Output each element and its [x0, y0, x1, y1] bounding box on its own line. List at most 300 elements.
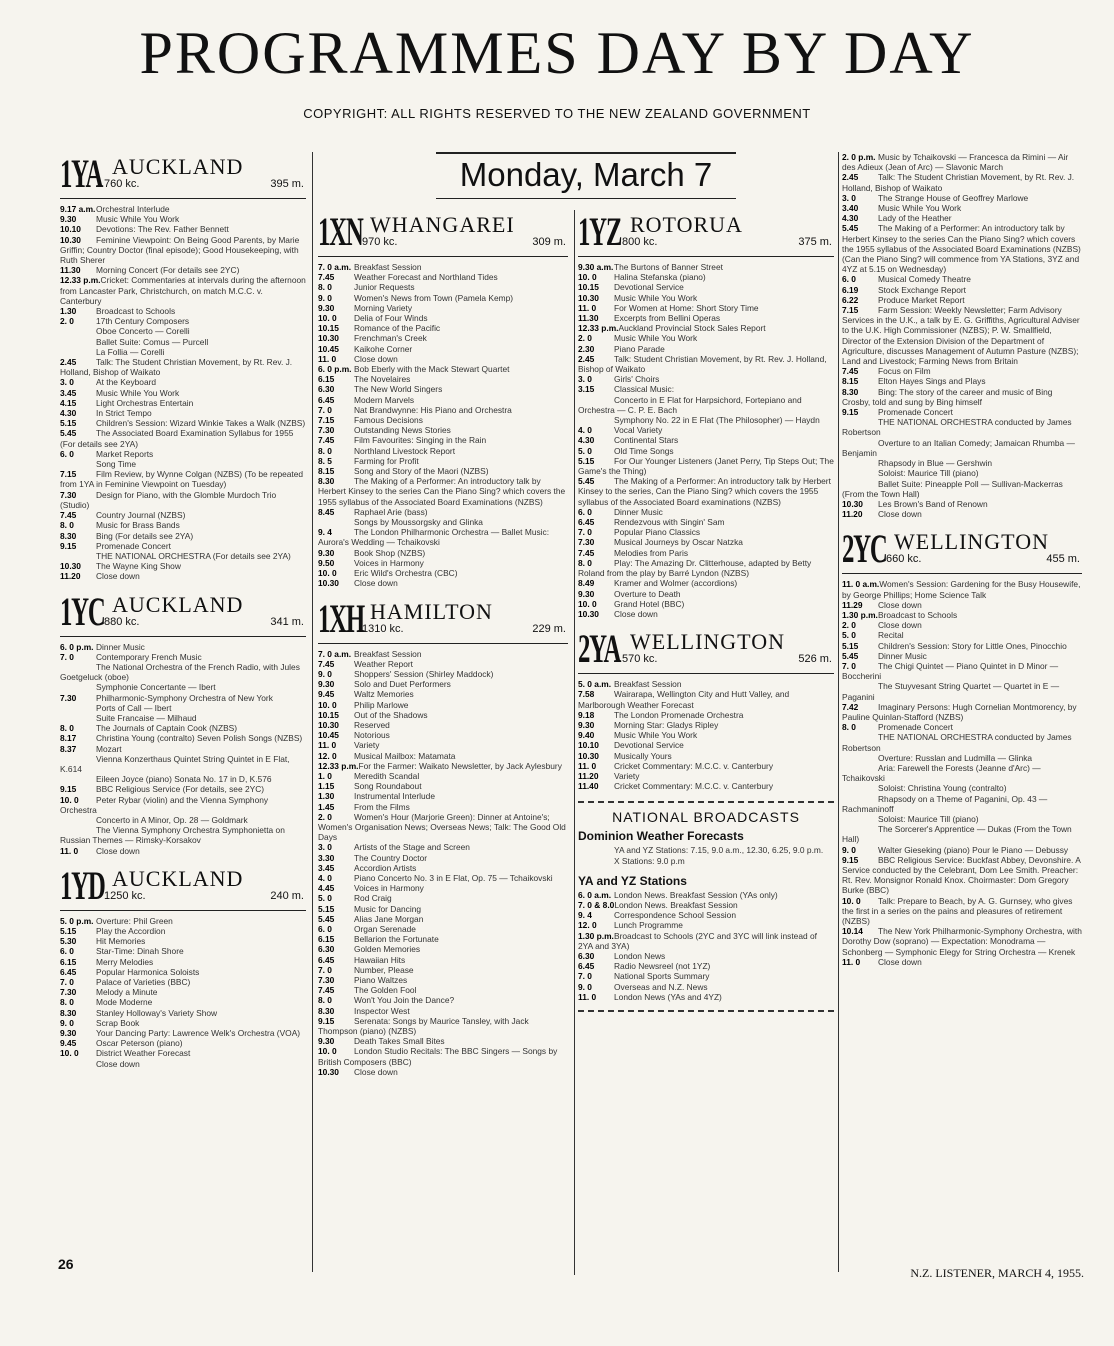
programme-title: Artists of the Stage and Screen — [354, 842, 470, 853]
programme-item — [60, 977, 306, 987]
programme-item — [60, 316, 306, 326]
programme-item — [842, 417, 1082, 437]
station-city: ROTORUA — [630, 212, 743, 237]
station-header-1yc — [60, 590, 306, 637]
programme-time: 10. 0 — [578, 272, 597, 283]
programme-title: Continental Stars — [614, 435, 679, 446]
programme-title: Musically Yours — [614, 750, 672, 761]
programme-time: 10.14 — [842, 926, 863, 937]
programme-title: Waltz Memories — [354, 689, 414, 700]
programme-item — [318, 303, 568, 313]
programme-time: 7.58 — [578, 689, 595, 700]
programme-title: The Journals of Captain Cook (NZBS) — [96, 723, 238, 734]
programme-time: 3.45 — [60, 387, 77, 398]
programme-item — [318, 1046, 568, 1066]
programme-title: Voices in Harmony — [354, 557, 424, 568]
programme-time: 11.20 — [842, 509, 863, 520]
station-header-1yd — [60, 864, 306, 911]
station-frequency: 800 kc. — [622, 236, 658, 248]
programme-title: Music by Tchaikovski — Francesca da Rimini — Air des Adieux (Jean of Arc) — Slavonic March — [842, 152, 1069, 173]
programme-item — [842, 763, 1082, 783]
programme-time: 4.45 — [318, 883, 335, 894]
programme-time: 11. 0 — [578, 302, 597, 313]
programme-time: 3.40 — [842, 203, 859, 214]
programme-title: The Strange House of Geoffrey Marlowe — [878, 192, 1029, 203]
programme-item — [842, 172, 1082, 192]
programme-item — [318, 761, 568, 771]
programme-title: Weather Forecast and Northland Tides — [354, 272, 498, 283]
programme-time: 6.15 — [318, 374, 335, 385]
programme-title: Feminine Viewpoint: On Being Good Parents, by Marie Griffin; Country Doctor (final episode); Good Housekeeping, with Ruth Sherer — [60, 234, 300, 266]
programme-item — [578, 507, 834, 517]
programme-item — [318, 853, 568, 863]
programme-item — [578, 415, 834, 425]
programme-time: 5.15 — [60, 925, 77, 936]
station-city: AUCKLAND — [112, 154, 244, 179]
programme-item — [578, 395, 834, 415]
programme-title: Breakfast Session — [354, 648, 422, 659]
programme-title: Farming for Profit — [354, 455, 419, 466]
programme-time: 5.15 — [60, 418, 77, 429]
programme-title: The New World Singers — [354, 384, 443, 395]
programme-time: 10.30 — [578, 750, 599, 761]
programme-title: Auckland Provincial Stock Sales Report — [618, 323, 766, 334]
programme-title: Women's Hour (Marjorie Green): Dinner at Antoine's; Women's Organisation News; Overseas News; Talk: The Good Old Days — [318, 811, 566, 843]
programme-title: Inspector West — [354, 1005, 410, 1016]
programme-time: 2.30 — [578, 343, 595, 354]
programme-title: From the Films — [354, 801, 410, 812]
programme-item — [578, 771, 834, 781]
programme-item — [60, 377, 306, 387]
programme-time: 12.33 p.m. — [60, 275, 101, 286]
programme-title: Imaginary Persons: Hugh Cornelian Montmorency, by Pauline Quinlan-Stafford (NZBS) — [842, 701, 1077, 722]
programme-item — [578, 344, 834, 354]
programme-item — [578, 992, 834, 1002]
programme-item — [842, 702, 1082, 722]
programme-time: 7. 0 — [578, 971, 592, 982]
programme-time: 2. 0 p.m. — [842, 152, 876, 162]
page-number: 26 — [58, 1256, 74, 1272]
programme-title: London Studio Recitals: The BBC Singers — Songs by British Composers (BBC) — [318, 1046, 558, 1067]
programme-item — [842, 600, 1082, 610]
programme-item — [318, 883, 568, 893]
programme-time: 2.45 — [60, 357, 77, 368]
station-city: HAMILTON — [370, 598, 493, 624]
programme-item — [60, 337, 306, 347]
programme-title: Wairarapa, Wellington City and Hutt Valley, and Marlborough Weather Forecast — [578, 689, 790, 710]
programme-time: 10.30 — [60, 561, 81, 572]
programme-title: Halina Stefanska (piano) — [614, 272, 706, 283]
programme-time: 9.30 — [318, 547, 335, 558]
programme-time: 7.30 — [578, 537, 595, 548]
programme-title: Children's Session: Wizard Winkie Takes a Walk (NZBS) — [96, 418, 306, 429]
programme-item — [60, 703, 306, 713]
programme-time: 7. 0 — [60, 651, 74, 662]
programme-item — [842, 223, 1082, 274]
programme-title: Promenade Concert — [878, 722, 953, 733]
programme-title: The National Orchestra of the French Radio, with Jules Goetgeluck (oboe) — [60, 661, 300, 683]
programme-time: 5.30 — [60, 936, 77, 947]
programme-time: 8. 0 — [578, 557, 592, 568]
programme-item — [60, 1048, 306, 1058]
programme-time: 6. 0 p.m. — [60, 641, 94, 652]
programme-title: London News — [614, 950, 666, 961]
programme-time: 9. 0 — [318, 292, 332, 303]
programme-title: Musical Mailbox: Matamata — [354, 750, 456, 761]
programme-item — [842, 499, 1082, 509]
programme-item — [318, 435, 568, 445]
programme-item — [318, 293, 568, 303]
programme-time: 9.30 — [578, 719, 595, 730]
programme-item — [578, 476, 834, 507]
programme-title: Overture to an Italian Comedy; Jamaican Rhumba — Benjamin — [842, 437, 1075, 458]
programme-title: Instrumental Interlude — [354, 791, 436, 802]
programme-item — [60, 926, 306, 936]
programme-title: THE NATIONAL ORCHESTRA conducted by James Robertson — [842, 732, 1072, 753]
programme-time: 11. 0 — [578, 991, 597, 1002]
programme-item — [578, 856, 834, 866]
programme-title: Close down — [96, 1058, 140, 1069]
programme-time: 8. 0 — [60, 520, 74, 531]
programme-time: 6. 0 a.m. — [578, 889, 612, 900]
programme-item — [578, 384, 834, 394]
programme-title: Mode Moderne — [96, 997, 153, 1008]
programme-time: 11. 0 a.m. — [842, 579, 880, 590]
programme-time: 6.30 — [318, 384, 335, 395]
programme-time: 8. 0 — [318, 995, 332, 1006]
programme-item — [60, 682, 306, 692]
programme-title: Accordion Artists — [354, 862, 417, 873]
programme-time: 9.30 a.m. — [578, 262, 614, 272]
programme-time: 10. 0 — [318, 313, 337, 324]
programme-time: 3. 0 — [578, 374, 592, 385]
programme-title: Ballet Suite: Pineapple Poll — Sullivan-Mackerras (From the Town Hall) — [842, 478, 1063, 499]
programme-title: YA and YZ Stations: 7.15, 9.0 a.m., 12.30, 6.25, 9.0 p.m. — [614, 845, 824, 856]
programme-title: London News. Breakfast Session (YAs only) — [614, 889, 778, 900]
programme-item — [578, 910, 834, 920]
programme-time: 11.40 — [578, 781, 599, 792]
programme-item — [318, 313, 568, 323]
programme-title: Cricket: Commentaries at intervals during the afternoon from Lancaster Park, Christchurch, on match M.C.C. v. Canterbury — [60, 275, 306, 306]
programme-time: 12. 0 — [578, 920, 597, 931]
programme-item — [578, 982, 834, 992]
programme-item — [578, 456, 834, 476]
programme-time: 8.30 — [842, 386, 859, 397]
programme-title: Talk: Prepare to Beach, by A. G. Gurnsey, who gives the first in a series on the pains and pleasures of retirement (NZBS) — [842, 895, 1073, 927]
programme-item — [578, 282, 834, 292]
programme-title: Vocal Variety — [614, 425, 663, 436]
programme-time: 10.30 — [578, 292, 599, 303]
programme-time: 10. 0 — [578, 598, 597, 609]
programme-item — [578, 951, 834, 961]
programme-item — [318, 720, 568, 730]
programme-title: Oscar Peterson (piano) — [96, 1038, 183, 1049]
programme-time: 11. 0 — [578, 760, 597, 771]
programme-item — [842, 479, 1082, 499]
weather-list — [578, 845, 834, 865]
programme-item — [578, 689, 834, 709]
station-city: AUCKLAND — [112, 865, 244, 891]
programme-title: Rod Craig — [354, 893, 392, 904]
programme-title: Broadcast to Schools — [96, 306, 176, 317]
programme-time: 12. 0 — [318, 750, 337, 761]
programme-time: 1.30 — [318, 791, 335, 802]
programme-time: 6.15 — [60, 956, 77, 967]
programme-time: 6. 0 — [318, 923, 332, 934]
programme-item — [842, 630, 1082, 640]
programme-time: 4.15 — [60, 397, 77, 408]
programme-time: 1.30 p.m. — [842, 609, 878, 620]
programme-time: 9.17 a.m. — [60, 204, 96, 214]
station-city: WHANGAREI — [370, 212, 515, 237]
programme-title: Contemporary French Music — [96, 651, 202, 662]
programme-time: 12.33 p.m. — [318, 760, 359, 771]
programme-title: Overture to Death — [614, 588, 681, 599]
programme-item — [578, 446, 834, 456]
programme-item — [842, 814, 1082, 824]
programme-item — [60, 774, 306, 784]
programme-title: The Novelaires — [354, 374, 411, 385]
programme-title: Dinner Music — [878, 650, 927, 661]
programme-time: 5. 0 p.m. — [60, 915, 94, 926]
programme-item — [318, 446, 568, 456]
programme-title: The Making of a Performer: An introductory talk by Herbert Kinsey to the series, Can the Piano Sing? which covers the 1955 syllabus of the Associated Board examinations (NZBS) — [578, 476, 831, 507]
programme-time: 11.20 — [578, 770, 599, 781]
programme-time: 8. 5 — [318, 455, 332, 466]
programme-title: Girls' Choirs — [614, 374, 660, 385]
programme-item — [842, 896, 1082, 927]
programme-title: Music While You Work — [96, 214, 180, 225]
programme-title: Elton Hayes Sings and Plays — [878, 376, 986, 387]
programme-item — [60, 784, 306, 794]
programme-item — [60, 459, 306, 469]
programme-title: Philip Marlowe — [354, 699, 409, 710]
station-wavelength: 455 m. — [1046, 553, 1080, 566]
programme-title: Delia of Four Winds — [354, 313, 428, 324]
programme-title: Talk: Student Christian Movement, by Rt. Rev. J. Holland, Bishop of Waikato — [578, 353, 827, 375]
programme-time: 8. 0 — [318, 445, 332, 456]
programme-item — [60, 795, 306, 815]
programme-item — [842, 152, 1082, 172]
programme-title: Lady of the Heather — [878, 213, 952, 224]
programme-title: Cricket Commentary: M.C.C. v. Canterbury — [614, 760, 774, 771]
programme-time: 5. 0 a.m. — [578, 679, 612, 690]
programme-item — [842, 468, 1082, 478]
programme-title: Morning Star: Gladys Ripley — [614, 719, 719, 730]
programme-title: Raphael Arie (bass) — [354, 506, 428, 517]
programme-title: Bing (For details see 2YA) — [96, 530, 194, 541]
programme-title: Classical Music: — [614, 384, 675, 395]
programme-item — [578, 710, 834, 720]
programme-item — [318, 965, 568, 975]
programme-title: Film Review, by Wynne Colgan (NZBS) (To be repeated from 1YA in Feminine Viewpoint on Tuesday) — [60, 469, 304, 490]
programme-list-2yc — [842, 579, 1082, 967]
programme-title: The Sorcerer's Apprentice — Dukas (From the Town Hall) — [842, 824, 1072, 845]
programme-title: Concerto in E Flat for Harpsichord, Fortepiano and Orchestra — C. P. E. Bach — [578, 394, 802, 415]
programme-item — [318, 1006, 568, 1016]
programme-item — [842, 407, 1082, 417]
programme-title: Orchestral Interlude — [96, 204, 170, 214]
programme-item — [578, 548, 834, 558]
programme-time: 7.42 — [842, 701, 859, 712]
programme-time: 5. 0 — [578, 445, 592, 456]
programme-item — [60, 846, 306, 856]
programme-time: 9.50 — [318, 557, 335, 568]
programme-title: Death Takes Small Bites — [354, 1036, 445, 1047]
programme-item — [318, 405, 568, 415]
programme-time: 11. 0 — [842, 956, 861, 967]
programme-title: The London Promenade Orchestra — [614, 709, 744, 720]
programme-item — [842, 366, 1082, 376]
programme-title: Palace of Varieties (BBC) — [96, 977, 191, 987]
programme-title: Dinner Music — [96, 641, 145, 652]
column-1 — [60, 152, 306, 1077]
programme-title: Notorious — [354, 730, 390, 741]
programme-title: Les Brown's Band of Renown — [878, 498, 988, 509]
station-frequency: 660 kc. — [886, 553, 922, 566]
programme-title: London News. Breakfast Session — [614, 899, 738, 910]
programme-title: BBC Religious Service: Buckfast Abbey, Devonshire. A Service conducted by the Celebrant, Dom Lee Smith. Preacher: Rt. Rev. Monsignor Ronald Knox. Choirmaster: Dom Gregory Burke (BBC) — [842, 854, 1081, 896]
programme-item — [60, 357, 306, 377]
programme-list-1yc — [60, 642, 306, 856]
programme-item — [318, 384, 568, 394]
programme-item — [60, 1028, 306, 1038]
programme-title: Alias Jane Morgan — [354, 913, 424, 924]
programme-title: Solo and Duet Performers — [354, 679, 451, 690]
programme-item — [578, 730, 834, 740]
programme-title: Music While You Work — [96, 387, 180, 398]
station-frequency: 1250 kc. — [104, 889, 146, 902]
programme-time: 1. 0 — [318, 770, 332, 781]
programme-time: 5.15 — [842, 640, 859, 651]
programme-title: Morning Concert (For details see 2YC) — [96, 265, 240, 276]
programme-time: 10.30 — [578, 608, 599, 619]
programme-time: 6.30 — [318, 944, 335, 955]
programme-title: Close down — [614, 608, 658, 619]
programme-item — [318, 975, 568, 985]
programme-title: Focus on Film — [878, 366, 931, 377]
station-header-1ya — [60, 152, 306, 199]
column-divider — [838, 152, 839, 1272]
programme-item — [318, 802, 568, 812]
programme-title: Women's News from Town (Pamela Kemp) — [354, 292, 514, 303]
programme-time: 7. 0 — [318, 404, 332, 415]
programme-list-1xn — [318, 262, 568, 589]
programme-time: 10. 0 — [318, 1046, 337, 1057]
programme-title: Star-Time: Dinah Shore — [96, 946, 184, 957]
programme-title: Golden Memories — [354, 944, 421, 955]
station-frequency: 1310 kc. — [362, 622, 404, 635]
station-wavelength: 395 m. — [270, 178, 304, 190]
programme-time: 10.10 — [60, 224, 81, 235]
programme-time: 5.45 — [842, 223, 859, 234]
programme-item — [842, 193, 1082, 203]
programme-item — [318, 1036, 568, 1046]
programme-title: Symphony No. 22 in E Flat (The Philosopher) — Haydn — [614, 415, 820, 426]
national-broadcasts — [578, 801, 834, 1012]
programme-title: Stanley Holloway's Variety Show — [96, 1007, 218, 1018]
programme-time: 5.45 — [578, 476, 595, 487]
programme-time: 9.40 — [578, 730, 595, 741]
programme-time: 9. 0 — [842, 844, 856, 855]
programme-item — [60, 693, 306, 703]
programme-item — [318, 649, 568, 659]
programme-time: 2. 0 — [318, 811, 332, 822]
programme-item — [318, 995, 568, 1005]
programme-item — [578, 900, 834, 910]
programme-item — [842, 722, 1082, 732]
station-code: 2YA — [578, 626, 621, 672]
programme-item — [60, 946, 306, 956]
programme-title: Women's Session: Gardening for the Busy Housewife, by George Phillips; Home Science Talk — [842, 579, 1081, 600]
copyright-line: COPYRIGHT: ALL RIGHTS RESERVED TO THE NEW ZEALAND GOVERNMENT — [303, 106, 811, 121]
programme-item — [318, 344, 568, 354]
programme-time: 9. 0 — [60, 1017, 74, 1028]
programme-time: 8.15 — [318, 466, 335, 477]
programme-title: Promenade Concert — [878, 407, 953, 418]
programme-item — [318, 415, 568, 425]
programme-title: Broadcast to Schools — [878, 609, 958, 620]
station-header-1xh — [318, 597, 568, 644]
programme-item — [578, 679, 834, 689]
weather-title: Dominion Weather Forecasts — [578, 829, 744, 844]
programme-time: 9.15 — [60, 540, 77, 551]
programme-title: THE NATIONAL ORCHESTRA conducted by James Robertson — [842, 417, 1072, 438]
programme-time: 9.45 — [60, 1038, 77, 1049]
programme-title: The Chigi Quintet — Piano Quintet in D Minor — Boccherini — [842, 660, 1059, 682]
programme-time: 3. 0 — [318, 842, 332, 853]
programme-item — [60, 1018, 306, 1028]
programme-time: 7.45 — [318, 985, 335, 996]
programme-item — [60, 224, 306, 234]
programme-item — [60, 754, 306, 774]
programme-item — [578, 961, 834, 971]
station-wavelength: 526 m. — [798, 653, 832, 666]
programme-time: 11.30 — [578, 313, 599, 324]
programme-title: Piano Parade — [614, 343, 665, 354]
programme-item — [60, 490, 306, 510]
programme-time: 6.45 — [60, 966, 77, 977]
programme-title: Close down — [96, 571, 140, 582]
programme-item — [60, 449, 306, 459]
programme-item — [318, 781, 568, 791]
programme-time: 2.45 — [842, 172, 859, 183]
programme-item — [318, 578, 568, 588]
programme-title: For Our Younger Listeners (Janet Perry, Tip Steps Out; The Game's the Thing) — [578, 455, 834, 477]
programme-title: Famous Decisions — [354, 415, 423, 426]
programme-title: Meredith Scandal — [354, 770, 420, 781]
programme-time: 4.30 — [578, 435, 595, 446]
programme-title: Mozart — [96, 743, 122, 754]
programme-item — [578, 751, 834, 761]
programme-time: 7.30 — [318, 975, 335, 985]
station-code: 1YD — [60, 862, 105, 908]
programme-time: 10.30 — [318, 1066, 339, 1077]
programme-time: 6. 0 — [578, 506, 592, 517]
programme-item — [318, 507, 568, 517]
programme-item — [318, 333, 568, 343]
programme-time: 11.29 — [842, 599, 863, 610]
programme-time: 9.45 — [318, 689, 335, 700]
programme-title: Close down — [878, 956, 922, 967]
programme-item — [60, 713, 306, 723]
programme-item — [842, 824, 1082, 844]
programme-title: Close down — [354, 578, 398, 589]
programme-item — [60, 265, 306, 275]
programme-title: Bellarion the Fortunate — [354, 934, 439, 945]
programme-item — [318, 466, 568, 476]
programme-time: 7. 0 & 8.0 — [578, 899, 615, 910]
